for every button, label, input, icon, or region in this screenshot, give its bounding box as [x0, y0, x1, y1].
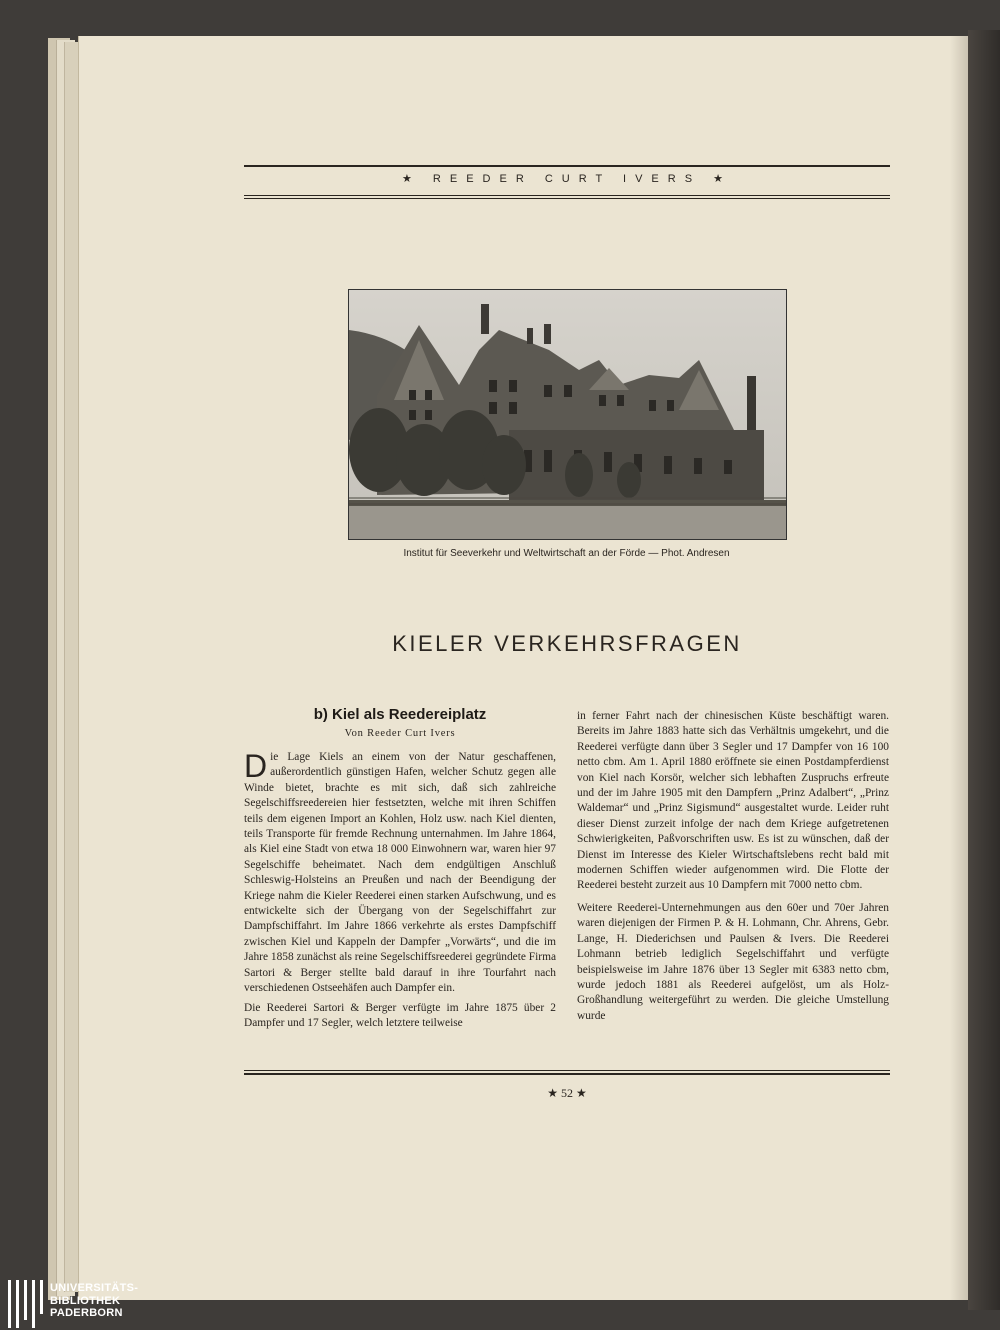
book-page — [78, 36, 971, 1300]
photo-caption: Institut für Seeverkehr und Weltwirtschaft an der Förde — Phot. Andresen — [403, 548, 730, 559]
logo-line: BIBLIOTHEK — [50, 1294, 121, 1307]
text-column-left — [244, 750, 556, 1035]
logo-line: PADERBORN — [50, 1307, 123, 1319]
section-title: b) Kiel als Reedereiplatz — [313, 706, 487, 723]
page-number: ★ 52 ★ — [547, 1086, 587, 1100]
running-header: ★ REEDER CURT IVERS ★ — [402, 173, 732, 185]
paragraph — [244, 750, 556, 997]
library-logo-text — [50, 1282, 138, 1320]
paragraph-text: ie Lage Kiels an einem von der Natur geschaffenen, außerordentlich günstigen Hafen, welcher Schutz gegen alle Winde bietet, brachte es mit sich, daß sich zahlreiche Segelschiffsreedereien hier festsetzten, welche mit ihren Schiffen teils dem eigenen Import an Kohlen, Holz usw. nach Kiel dienten, teils Transporte für fremde Rechnung unternahmen. Im Jahre 1864, als Kiel eine Stadt von etwa 18 000 Einwohnern war, waren hier 97 Segelschiffe beheimatet. Nach dem endgültigen Anschluß Schleswig-Holsteins an Preußen und nach der Beendigung der Kriege nahm die Kieler Reederei einen starken Aufschwung, und es entwickelte sich der Übergang von der Segelschiffahrt zur Dampfschiffahrt. Im Jahre 1866 verkehrte als erstes Dampfschiff zwischen Kiel und Kappeln der Dampfer „Vorwärts“, und die im Jahre 1858 zunächst als reine Segelschiffsreederei gegründete Firma Sartori & Berger stellte bald darauf in ihre Tourfahrt nach verschiedenen Ostseehäfen auch Dampfer ein. — [244, 751, 556, 995]
library-logo-icon — [4, 1280, 48, 1330]
byline: Von Reeder Curt Ivers — [344, 728, 456, 739]
drop-cap: D — [244, 748, 268, 784]
paragraph: in ferner Fahrt nach der chinesischen Küste beschäftigt waren. Bereits im Jahre 1883 hatte sich das Verhältnis umgekehrt, und die Reederei verfügte dann über 3 Segler und 17 Dampfer von 16 100 netto cbm. Am 1. April 1880 eröffnete sie einen Postdampferdienst von Kiel nach Korsör, welcher sich lebhaften Zuspruchs erfreute und der im Jahre 1905 mit den Dampfern „Prinz Adalbert“, „Prinz Waldemar“ und „Prinz Sigismund“ ausgestaltet wurde. Leider ruht dieser Dienst zurzeit infolge der nach dem Kriege aufgetretenen Schwierigkeiten, Paßvorschriften usw. Es ist zu wünschen, daß der Dienst im Interesse des Kieler Wirtschaftslebens recht bald mit modernen Schiffen wieder aufgenommen wird. Die Flotte der Reederei besteht zurzeit aus 10 Dampfern mit 7000 netto cbm. — [577, 710, 889, 892]
building-photograph — [348, 289, 787, 540]
header-rule-top — [244, 165, 890, 167]
header-rule-bottom — [244, 195, 890, 196]
paragraph: Die Reederei Sartori & Berger verfügte im Jahre 1875 über 2 Dampfer und 17 Segler, welch letztere teilweise — [244, 1001, 556, 1029]
article-title: KIELER VERKEHRSFRAGEN — [392, 631, 742, 656]
book-gutter — [968, 30, 1000, 1310]
footer-rule-thin — [244, 1070, 890, 1071]
logo-line: UNIVERSITÄTS- — [50, 1282, 139, 1294]
paragraph: Weitere Reederei-Unternehmungen aus den 60er und 70er Jahren waren diejenigen der Firmen P. & H. Lohmann, Chr. Ahrens, Gebr. Lange, H. Diederichsen und Paulsen & Ivers. Die Reederei Lohmann betrieb lediglich Segelschiffahrt und verfügte beispielsweise im Jahre 1876 über 13 Segler mit 6383 netto cbm, wurde jedoch 1881 als Reederei aufgelöst, um als Holz-Großhandlung weitergeführt zu werden. Die gleiche Umstellung wurde — [577, 901, 889, 1022]
text-column-right — [577, 709, 889, 1028]
header-rule-bottom-thin — [244, 198, 890, 199]
footer-rule — [244, 1073, 890, 1075]
